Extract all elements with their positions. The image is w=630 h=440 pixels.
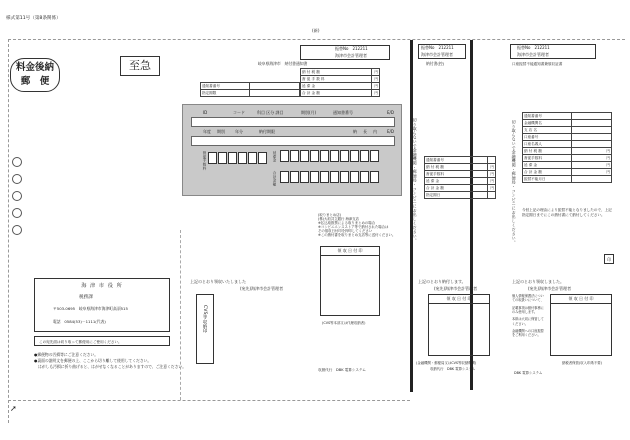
- yen: 円: [372, 90, 380, 97]
- yen: 円: [372, 69, 380, 76]
- row-label: 合 計 金 額: [425, 185, 488, 192]
- urgent-label: 至急: [129, 59, 151, 72]
- side-label: 督促手数料: [203, 151, 208, 170]
- p3-account-box: [510, 44, 596, 59]
- postage-stamp: [10, 58, 60, 92]
- digit-box: [330, 150, 339, 162]
- side-note: 本紙は大切に保管してください。: [512, 317, 544, 326]
- bottom-note: ●裏面の説明文を郵便の上、ここから切り離して使用してください。: [34, 358, 152, 364]
- yen: 円: [372, 83, 380, 90]
- digit-box: [300, 171, 309, 183]
- p2-footer1: (金融機関・郵便局又はCVS等収納機関): [416, 361, 477, 365]
- row-label: 口座番号: [523, 134, 572, 141]
- row-label: 合 計 金 額: [301, 90, 372, 97]
- p1-info-table: [200, 82, 300, 97]
- p3-notice-title: 上記のとおり領収しました。: [512, 279, 564, 284]
- row-label: 合 計 金 額: [523, 169, 572, 176]
- p3-footer1: 納税者保管(収入印紙不要): [562, 361, 602, 365]
- address-text: 〒503-0695 岐阜県海津市海津町高須515: [53, 306, 128, 311]
- p3-stamp: 領 収 日 付 印: [568, 296, 594, 301]
- digit-box: [370, 171, 379, 183]
- divider: [321, 255, 379, 256]
- urgent-box: [120, 56, 160, 76]
- digit-box: [300, 150, 309, 162]
- p2-notice-recipient: (宛先)海津市会計管理者: [434, 286, 478, 291]
- yen: 円: [488, 185, 496, 192]
- punch-hole: [12, 225, 22, 235]
- p2-account-no: 振替No 212211: [421, 45, 454, 50]
- digit-box: [280, 150, 289, 162]
- digit-box: [290, 150, 299, 162]
- cvs-label: CVS等収納印: [202, 305, 208, 334]
- bottom-notes: [34, 352, 186, 370]
- row-label: 通知書番号: [425, 157, 488, 164]
- p3-notice-recipient: (宛先)海津市会計管理者: [528, 286, 572, 291]
- p1-account-no: 振替No 212211: [335, 46, 368, 51]
- p2-notice-title: 上記のとおり納付します。: [418, 279, 466, 284]
- perforation-mid: [180, 230, 181, 400]
- digit-box: [360, 150, 369, 162]
- address-note-box: [34, 336, 170, 346]
- row-label: 納 付 税 額: [523, 148, 572, 155]
- yen: 円: [372, 76, 380, 83]
- yen: 円: [488, 178, 496, 185]
- p3-table: [522, 112, 612, 183]
- divider: [429, 303, 489, 304]
- p3-side-notes: [512, 294, 546, 338]
- p1-title: 岐阜県海津市 納付書通知書: [258, 61, 308, 66]
- digit-box: [320, 150, 329, 162]
- digit-box: [320, 171, 329, 183]
- row-label: 振替不能月日: [523, 176, 572, 183]
- row-label: 金融機関名: [523, 120, 572, 127]
- p1-account-box: [300, 45, 390, 60]
- col-n1: 納: [353, 129, 357, 134]
- p1-recipient: 海津市会計管理者: [335, 52, 367, 58]
- col-term: 期別: [217, 129, 225, 134]
- p1-notice-recipient: (宛先)海津市会計管理者: [240, 286, 284, 291]
- p2-title: 納付書(控): [426, 61, 445, 66]
- yen: 円: [572, 169, 612, 176]
- p3-message: 今回上記の理由により振替不能となりましたので、上記指定期日までにこの納付書にて納付してください。: [522, 208, 612, 218]
- p3-account-no: 振替No 212211: [517, 45, 550, 50]
- address-phone: 電話 0584(53)－1111(代表): [53, 319, 106, 324]
- yen: 円: [488, 164, 496, 171]
- yen: 円: [572, 148, 612, 155]
- agency-note: (株)大垣共立銀行 海津支店: [318, 216, 360, 221]
- address-dept: 税務課: [79, 295, 93, 300]
- yen: 円: [572, 155, 612, 162]
- side-note: 記載事項は納付事務にのみ使用します。: [512, 305, 544, 314]
- p3-stamp-box: [550, 294, 612, 356]
- row-label: 納 付 税 額: [425, 164, 488, 171]
- agency-note: ※コンビニエンスストア等で納付された場合は: [318, 224, 389, 229]
- row-label: 口座名義人: [523, 141, 572, 148]
- p2-stamp: 領 収 日 付 印: [446, 296, 472, 301]
- agency-note: その領収日付印を押印してください: [318, 228, 373, 233]
- digit-box: [330, 171, 339, 183]
- col-ed2: E/D: [387, 129, 394, 134]
- digit-box: [370, 150, 379, 162]
- col-n3: 内: [373, 129, 377, 134]
- digit-box: [280, 171, 289, 183]
- divider: [551, 303, 611, 304]
- row-label: 指定期限: [201, 90, 250, 97]
- agency-note: (取りまとめ店): [318, 213, 341, 217]
- p3-footer2: DBK 電算システム: [514, 371, 543, 375]
- bottom-note: はがしも汚損に折り曲げると、はがせなくなることがありますので、ご注意ください。: [38, 364, 186, 370]
- p1-notice-title: 上記のとおり領収いたしました: [190, 279, 246, 284]
- digit-box: [310, 171, 319, 183]
- punch-hole: [12, 174, 22, 184]
- agency-note: ※この納付書を取りまとめ支店等に送付ください。: [318, 232, 396, 237]
- side-note: 個人情報保護法についての取扱いについて、: [512, 294, 544, 303]
- col-year: 年度: [203, 129, 211, 134]
- p3-title: 口座振替不能通知書兼領収証書: [512, 62, 563, 66]
- cvs-box: [196, 294, 214, 364]
- arrow-icon: ➚: [10, 404, 17, 413]
- side-note: 金融機関への口座振替をご利用ください。: [512, 328, 544, 338]
- row-label: 督促手数料: [425, 171, 488, 178]
- col-ed: E/D: [387, 110, 394, 115]
- digit-box: [360, 171, 369, 183]
- digit-box: [228, 152, 237, 164]
- row-label: 督促手数料: [523, 155, 572, 162]
- yen: 円: [572, 162, 612, 169]
- digit-box: [208, 152, 217, 164]
- perforation-left: [8, 39, 9, 423]
- row-label: 延 滞 金: [523, 162, 572, 169]
- row-label: 支 店 名: [523, 127, 572, 134]
- punch-hole: [12, 157, 22, 167]
- agency-notes: [318, 214, 395, 237]
- top-mark: (新): [312, 28, 320, 33]
- punch-hole: [12, 208, 22, 218]
- side-label: 合計金額: [273, 171, 278, 187]
- side-label: 延滞金: [273, 151, 278, 163]
- digit-box: [340, 171, 349, 183]
- p1-amount-table: [300, 68, 380, 97]
- col-code: コード: [233, 110, 245, 115]
- p2-recipient: 海津市会計管理者: [421, 51, 453, 57]
- row-label: 督 促 手 数 料: [301, 76, 372, 83]
- col-deadline: 納付期限: [259, 129, 275, 134]
- form-code: 様式第11号（第8条関係）: [6, 16, 61, 21]
- address-title: 海 津 市 役 所: [81, 283, 123, 289]
- col-subject: 科目 区分 課目: [257, 110, 284, 115]
- address-note: この宛先面は切り取って郵便用にご使用ください。: [39, 339, 122, 344]
- p2-vertical-note: 切り取らないで金融機関・郵便局・コンビニにお出しください。: [412, 118, 418, 243]
- col-id: ID: [203, 110, 208, 115]
- cvs-stamp-box: [320, 246, 380, 316]
- ocr-input-row: [191, 136, 395, 146]
- digit-box: [248, 152, 257, 164]
- digit-box: [340, 150, 349, 162]
- p2-stamp-box: [428, 294, 490, 356]
- digit-box: [290, 171, 299, 183]
- digit-box: [310, 150, 319, 162]
- digit-box: [350, 171, 359, 183]
- col-n2: 長: [363, 129, 367, 134]
- p3-seal-box: [604, 254, 614, 264]
- yen: 円: [488, 171, 496, 178]
- perforation-top: [8, 39, 625, 40]
- cvs-stamp: 領 収 日 付 印: [337, 248, 363, 253]
- row-label: 納 付 税 額: [301, 69, 372, 76]
- p2-footer2: 収納代行 DBK 電算システム: [430, 367, 476, 371]
- p3-seal: 印: [607, 256, 611, 262]
- bottom-note: ●郵便物の汚損等にご注意ください。: [34, 352, 99, 357]
- address-block: [34, 278, 170, 332]
- row-label: 延 滞 金: [425, 178, 488, 185]
- col-period: 期別(月): [301, 110, 317, 115]
- p1-system: 収納代行 DBK 電算システム: [318, 368, 366, 372]
- stamp-line2: 郵 便: [20, 76, 50, 87]
- row-label: 延 滞 金: [301, 83, 372, 90]
- row-label: 指定期日: [425, 192, 488, 199]
- digit-box: [258, 152, 267, 164]
- stamp-line1: 料金後納: [15, 62, 54, 73]
- p3-recipient: 海津市会計管理者: [517, 51, 549, 57]
- digit-box: [350, 150, 359, 162]
- perforation-bottom: [8, 400, 410, 401]
- row-label: 通知書番号: [201, 83, 250, 90]
- cvs-footer: (CVS等本部又は代理収納者): [322, 321, 366, 325]
- p3-vertical-note: 切り取らないで金融機関・郵便局・コンビニにお出しください。: [511, 120, 517, 245]
- p2-table: [424, 156, 496, 199]
- col-notice-no: 通知書番号: [333, 110, 353, 115]
- digit-box: [238, 152, 247, 164]
- ocr-input-row: [191, 117, 395, 127]
- p2-account-box: [418, 44, 466, 59]
- col-year-part: 年分: [235, 129, 243, 134]
- digit-box: [218, 152, 227, 164]
- row-label: 通知書番号: [523, 113, 572, 120]
- agency-note: ※払込取扱票による取りまとめの場合: [318, 220, 376, 225]
- punch-hole: [12, 191, 22, 201]
